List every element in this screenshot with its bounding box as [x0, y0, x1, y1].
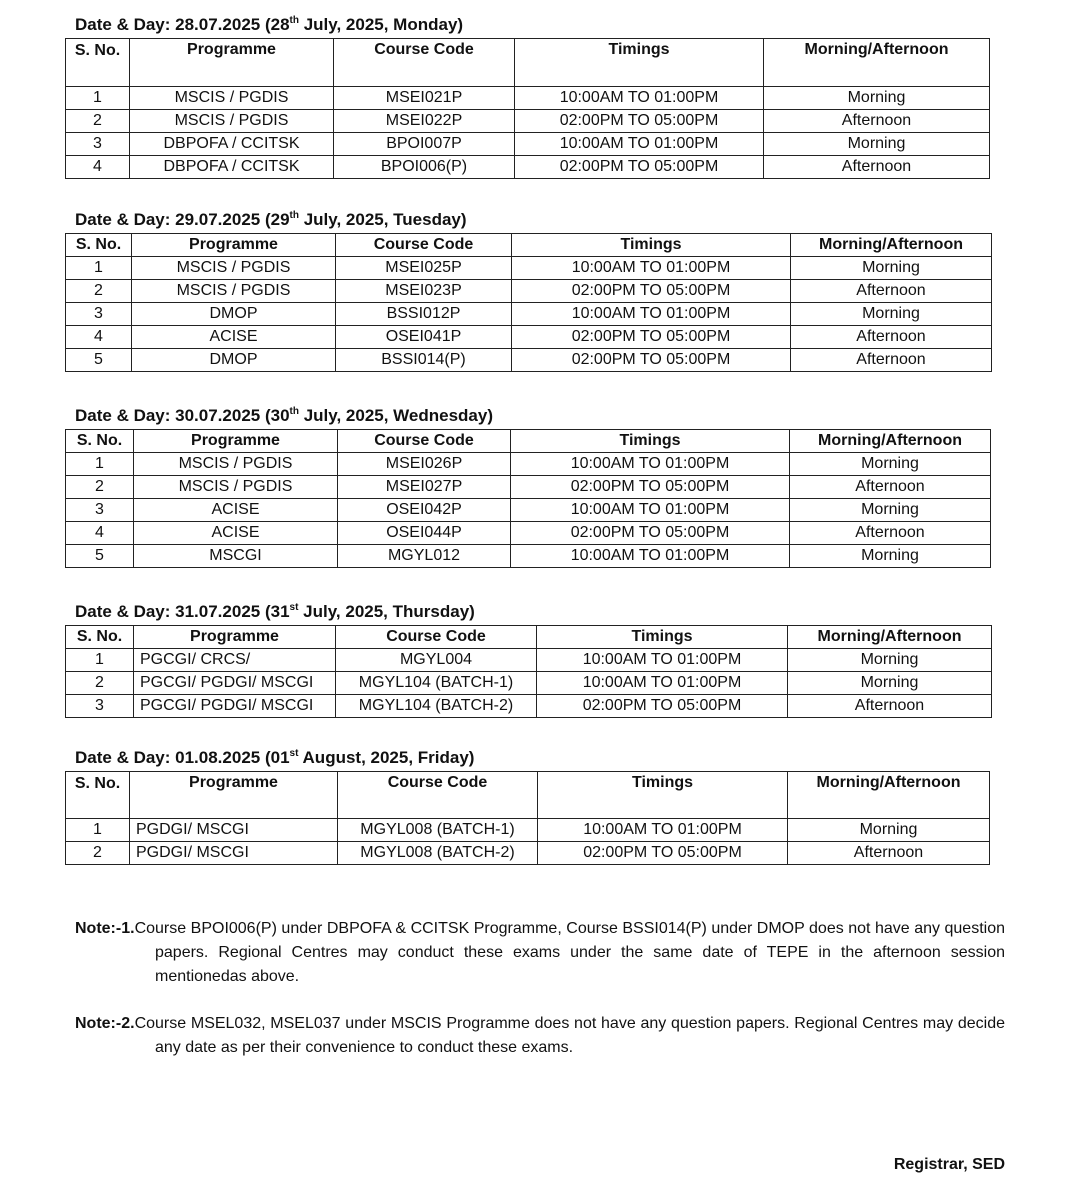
- header-session: Morning/Afternoon: [788, 772, 990, 819]
- cell-course-code: MGYL008 (BATCH-1): [338, 819, 538, 842]
- day-4-table: [65, 625, 992, 718]
- table-row: [66, 133, 990, 156]
- cell-session: Morning: [791, 303, 992, 326]
- header-course-code: Course Code: [336, 626, 537, 649]
- day-5-title: Date & Day: 01.08.2025 (01st August, 2025, Friday): [75, 748, 475, 767]
- table-row: [66, 257, 992, 280]
- table-row: [66, 499, 991, 522]
- cell-timings: 10:00AM TO 01:00PM: [512, 303, 791, 326]
- cell-programme: PGDGI/ MSCGI: [130, 819, 338, 842]
- cell-timings: 10:00AM TO 01:00PM: [511, 545, 790, 568]
- header-programme: Programme: [134, 430, 338, 453]
- cell-course-code: MSEI021P: [334, 87, 515, 110]
- cell-session: Morning: [791, 257, 992, 280]
- cell-course-code: OSEI041P: [336, 326, 512, 349]
- cell-course-code: OSEI044P: [338, 522, 511, 545]
- cell-sno: 1: [66, 257, 132, 280]
- cell-sno: 2: [66, 476, 134, 499]
- day-3-title: Date & Day: 30.07.2025 (30th July, 2025, Wednesday): [75, 406, 493, 425]
- cell-course-code: BSSI012P: [336, 303, 512, 326]
- cell-programme: PGDGI/ MSCGI: [130, 842, 338, 865]
- cell-timings: 10:00AM TO 01:00PM: [511, 499, 790, 522]
- table-row: [66, 303, 992, 326]
- cell-programme: PGCGI/ PGDGI/ MSCGI: [134, 672, 336, 695]
- header-sno: S. No.: [66, 772, 130, 819]
- cell-timings: 10:00AM TO 01:00PM: [512, 257, 791, 280]
- cell-sno: 2: [66, 110, 130, 133]
- cell-timings: 10:00AM TO 01:00PM: [538, 819, 788, 842]
- header-programme: Programme: [134, 626, 336, 649]
- header-programme: Programme: [130, 39, 334, 87]
- cell-sno: 4: [66, 326, 132, 349]
- table-header-row: [66, 234, 992, 257]
- day-1-title: Date & Day: 28.07.2025 (28th July, 2025, Monday): [75, 15, 464, 34]
- cell-course-code: MGYL008 (BATCH-2): [338, 842, 538, 865]
- header-course-code: Course Code: [334, 39, 515, 87]
- cell-timings: 10:00AM TO 01:00PM: [511, 453, 790, 476]
- note-2-label: Note:-2.: [75, 1015, 135, 1032]
- note-1: [75, 917, 1005, 989]
- table-row: [66, 326, 992, 349]
- table-row: [66, 110, 990, 133]
- cell-timings: 02:00PM TO 05:00PM: [512, 349, 791, 372]
- table-row: [66, 156, 990, 179]
- header-timings: Timings: [515, 39, 764, 87]
- cell-session: Morning: [790, 545, 991, 568]
- header-course-code: Course Code: [338, 430, 511, 453]
- table-row: [66, 545, 991, 568]
- cell-timings: 02:00PM TO 05:00PM: [537, 695, 788, 718]
- cell-programme: ACISE: [134, 522, 338, 545]
- cell-course-code: MSEI026P: [338, 453, 511, 476]
- cell-course-code: BPOI007P: [334, 133, 515, 156]
- cell-session: Afternoon: [764, 156, 990, 179]
- cell-sno: 2: [66, 842, 130, 865]
- cell-sno: 1: [66, 819, 130, 842]
- cell-course-code: MSEI027P: [338, 476, 511, 499]
- cell-timings: 02:00PM TO 05:00PM: [512, 326, 791, 349]
- header-programme: Programme: [132, 234, 336, 257]
- cell-programme: DBPOFA / CCITSK: [130, 156, 334, 179]
- header-session: Morning/Afternoon: [788, 626, 992, 649]
- cell-sno: 2: [66, 280, 132, 303]
- header-timings: Timings: [511, 430, 790, 453]
- table-row: [66, 842, 990, 865]
- cell-programme: MSCIS / PGDIS: [134, 453, 338, 476]
- day-5-table: [65, 771, 990, 865]
- table-header-row: [66, 39, 990, 87]
- cell-session: Afternoon: [791, 326, 992, 349]
- header-session: Morning/Afternoon: [791, 234, 992, 257]
- cell-programme: MSCIS / PGDIS: [130, 110, 334, 133]
- header-course-code: Course Code: [336, 234, 512, 257]
- cell-programme: MSCIS / PGDIS: [132, 257, 336, 280]
- cell-programme: ACISE: [134, 499, 338, 522]
- header-sno: S. No.: [66, 39, 130, 87]
- cell-sno: 1: [66, 87, 130, 110]
- cell-timings: 02:00PM TO 05:00PM: [511, 476, 790, 499]
- header-session: Morning/Afternoon: [764, 39, 990, 87]
- header-course-code: Course Code: [338, 772, 538, 819]
- cell-course-code: MSEI023P: [336, 280, 512, 303]
- cell-course-code: OSEI042P: [338, 499, 511, 522]
- header-timings: Timings: [538, 772, 788, 819]
- header-timings: Timings: [512, 234, 791, 257]
- table-row: [66, 522, 991, 545]
- cell-session: Afternoon: [790, 476, 991, 499]
- cell-programme: MSCGI: [134, 545, 338, 568]
- cell-programme: MSCIS / PGDIS: [132, 280, 336, 303]
- cell-session: Afternoon: [790, 522, 991, 545]
- cell-sno: 4: [66, 522, 134, 545]
- cell-timings: 10:00AM TO 01:00PM: [537, 672, 788, 695]
- cell-sno: 5: [66, 349, 132, 372]
- cell-session: Afternoon: [791, 349, 992, 372]
- cell-sno: 5: [66, 545, 134, 568]
- table-header-row: [66, 772, 990, 819]
- header-sno: S. No.: [66, 234, 132, 257]
- cell-programme: DMOP: [132, 349, 336, 372]
- cell-timings: 10:00AM TO 01:00PM: [537, 649, 788, 672]
- cell-programme: MSCIS / PGDIS: [134, 476, 338, 499]
- cell-course-code: MGYL004: [336, 649, 537, 672]
- cell-sno: 4: [66, 156, 130, 179]
- day-2-title: Date & Day: 29.07.2025 (29th July, 2025, Tuesday): [75, 210, 467, 229]
- cell-course-code: BSSI014(P): [336, 349, 512, 372]
- cell-session: Afternoon: [791, 280, 992, 303]
- day-3-table: [65, 429, 991, 568]
- cell-programme: DMOP: [132, 303, 336, 326]
- cell-timings: 02:00PM TO 05:00PM: [512, 280, 791, 303]
- cell-course-code: MGYL104 (BATCH-2): [336, 695, 537, 718]
- cell-timings: 02:00PM TO 05:00PM: [538, 842, 788, 865]
- table-header-row: [66, 430, 991, 453]
- registrar-signature: Registrar, SED: [893, 1156, 1005, 1173]
- table-row: [66, 280, 992, 303]
- cell-session: Morning: [790, 453, 991, 476]
- day-2-table: [65, 233, 992, 372]
- cell-sno: 1: [66, 453, 134, 476]
- header-sno: S. No.: [66, 626, 134, 649]
- table-row: [66, 87, 990, 110]
- table-header-row: [66, 626, 992, 649]
- note-2-text: Course MSEL032, MSEL037 under MSCIS Programme does not have any question papers. Regional Centres may decide any date as per their convenience to conduct these exams.: [134, 1015, 1005, 1056]
- table-row: [66, 649, 992, 672]
- cell-programme: PGCGI/ CRCS/: [134, 649, 336, 672]
- cell-session: Morning: [764, 133, 990, 156]
- cell-course-code: MGYL012: [338, 545, 511, 568]
- cell-session: Afternoon: [788, 695, 992, 718]
- cell-timings: 10:00AM TO 01:00PM: [515, 133, 764, 156]
- table-row: [66, 453, 991, 476]
- cell-session: Afternoon: [788, 842, 990, 865]
- table-row: [66, 695, 992, 718]
- note-1-label: Note:-1.: [75, 920, 135, 937]
- cell-programme: MSCIS / PGDIS: [130, 87, 334, 110]
- header-sno: S. No.: [66, 430, 134, 453]
- cell-sno: 2: [66, 672, 134, 695]
- cell-course-code: MGYL104 (BATCH-1): [336, 672, 537, 695]
- table-row: [66, 672, 992, 695]
- cell-session: Morning: [788, 819, 990, 842]
- cell-course-code: MSEI022P: [334, 110, 515, 133]
- cell-sno: 3: [66, 499, 134, 522]
- cell-sno: 1: [66, 649, 134, 672]
- cell-programme: ACISE: [132, 326, 336, 349]
- day-4-title: Date & Day: 31.07.2025 (31st July, 2025, Thursday): [75, 602, 475, 621]
- cell-programme: DBPOFA / CCITSK: [130, 133, 334, 156]
- cell-timings: 02:00PM TO 05:00PM: [515, 156, 764, 179]
- cell-session: Morning: [764, 87, 990, 110]
- header-programme: Programme: [130, 772, 338, 819]
- cell-course-code: MSEI025P: [336, 257, 512, 280]
- cell-sno: 3: [66, 133, 130, 156]
- table-row: [66, 349, 992, 372]
- cell-sno: 3: [66, 695, 134, 718]
- cell-timings: 10:00AM TO 01:00PM: [515, 87, 764, 110]
- cell-session: Morning: [790, 499, 991, 522]
- table-row: [66, 819, 990, 842]
- header-session: Morning/Afternoon: [790, 430, 991, 453]
- note-1-text: Course BPOI006(P) under DBPOFA & CCITSK Programme, Course BSSI014(P) under DMOP does not have any question papers. Regional Centres may conduct these exams under the same date of TEPE in the afternoon session mentionedas above.: [134, 920, 1005, 985]
- cell-timings: 02:00PM TO 05:00PM: [511, 522, 790, 545]
- cell-session: Morning: [788, 649, 992, 672]
- cell-timings: 02:00PM TO 05:00PM: [515, 110, 764, 133]
- cell-programme: PGCGI/ PGDGI/ MSCGI: [134, 695, 336, 718]
- cell-session: Morning: [788, 672, 992, 695]
- cell-session: Afternoon: [764, 110, 990, 133]
- header-timings: Timings: [537, 626, 788, 649]
- table-row: [66, 476, 991, 499]
- cell-sno: 3: [66, 303, 132, 326]
- day-1-table: [65, 38, 990, 179]
- cell-course-code: BPOI006(P): [334, 156, 515, 179]
- note-2: [75, 1012, 1005, 1060]
